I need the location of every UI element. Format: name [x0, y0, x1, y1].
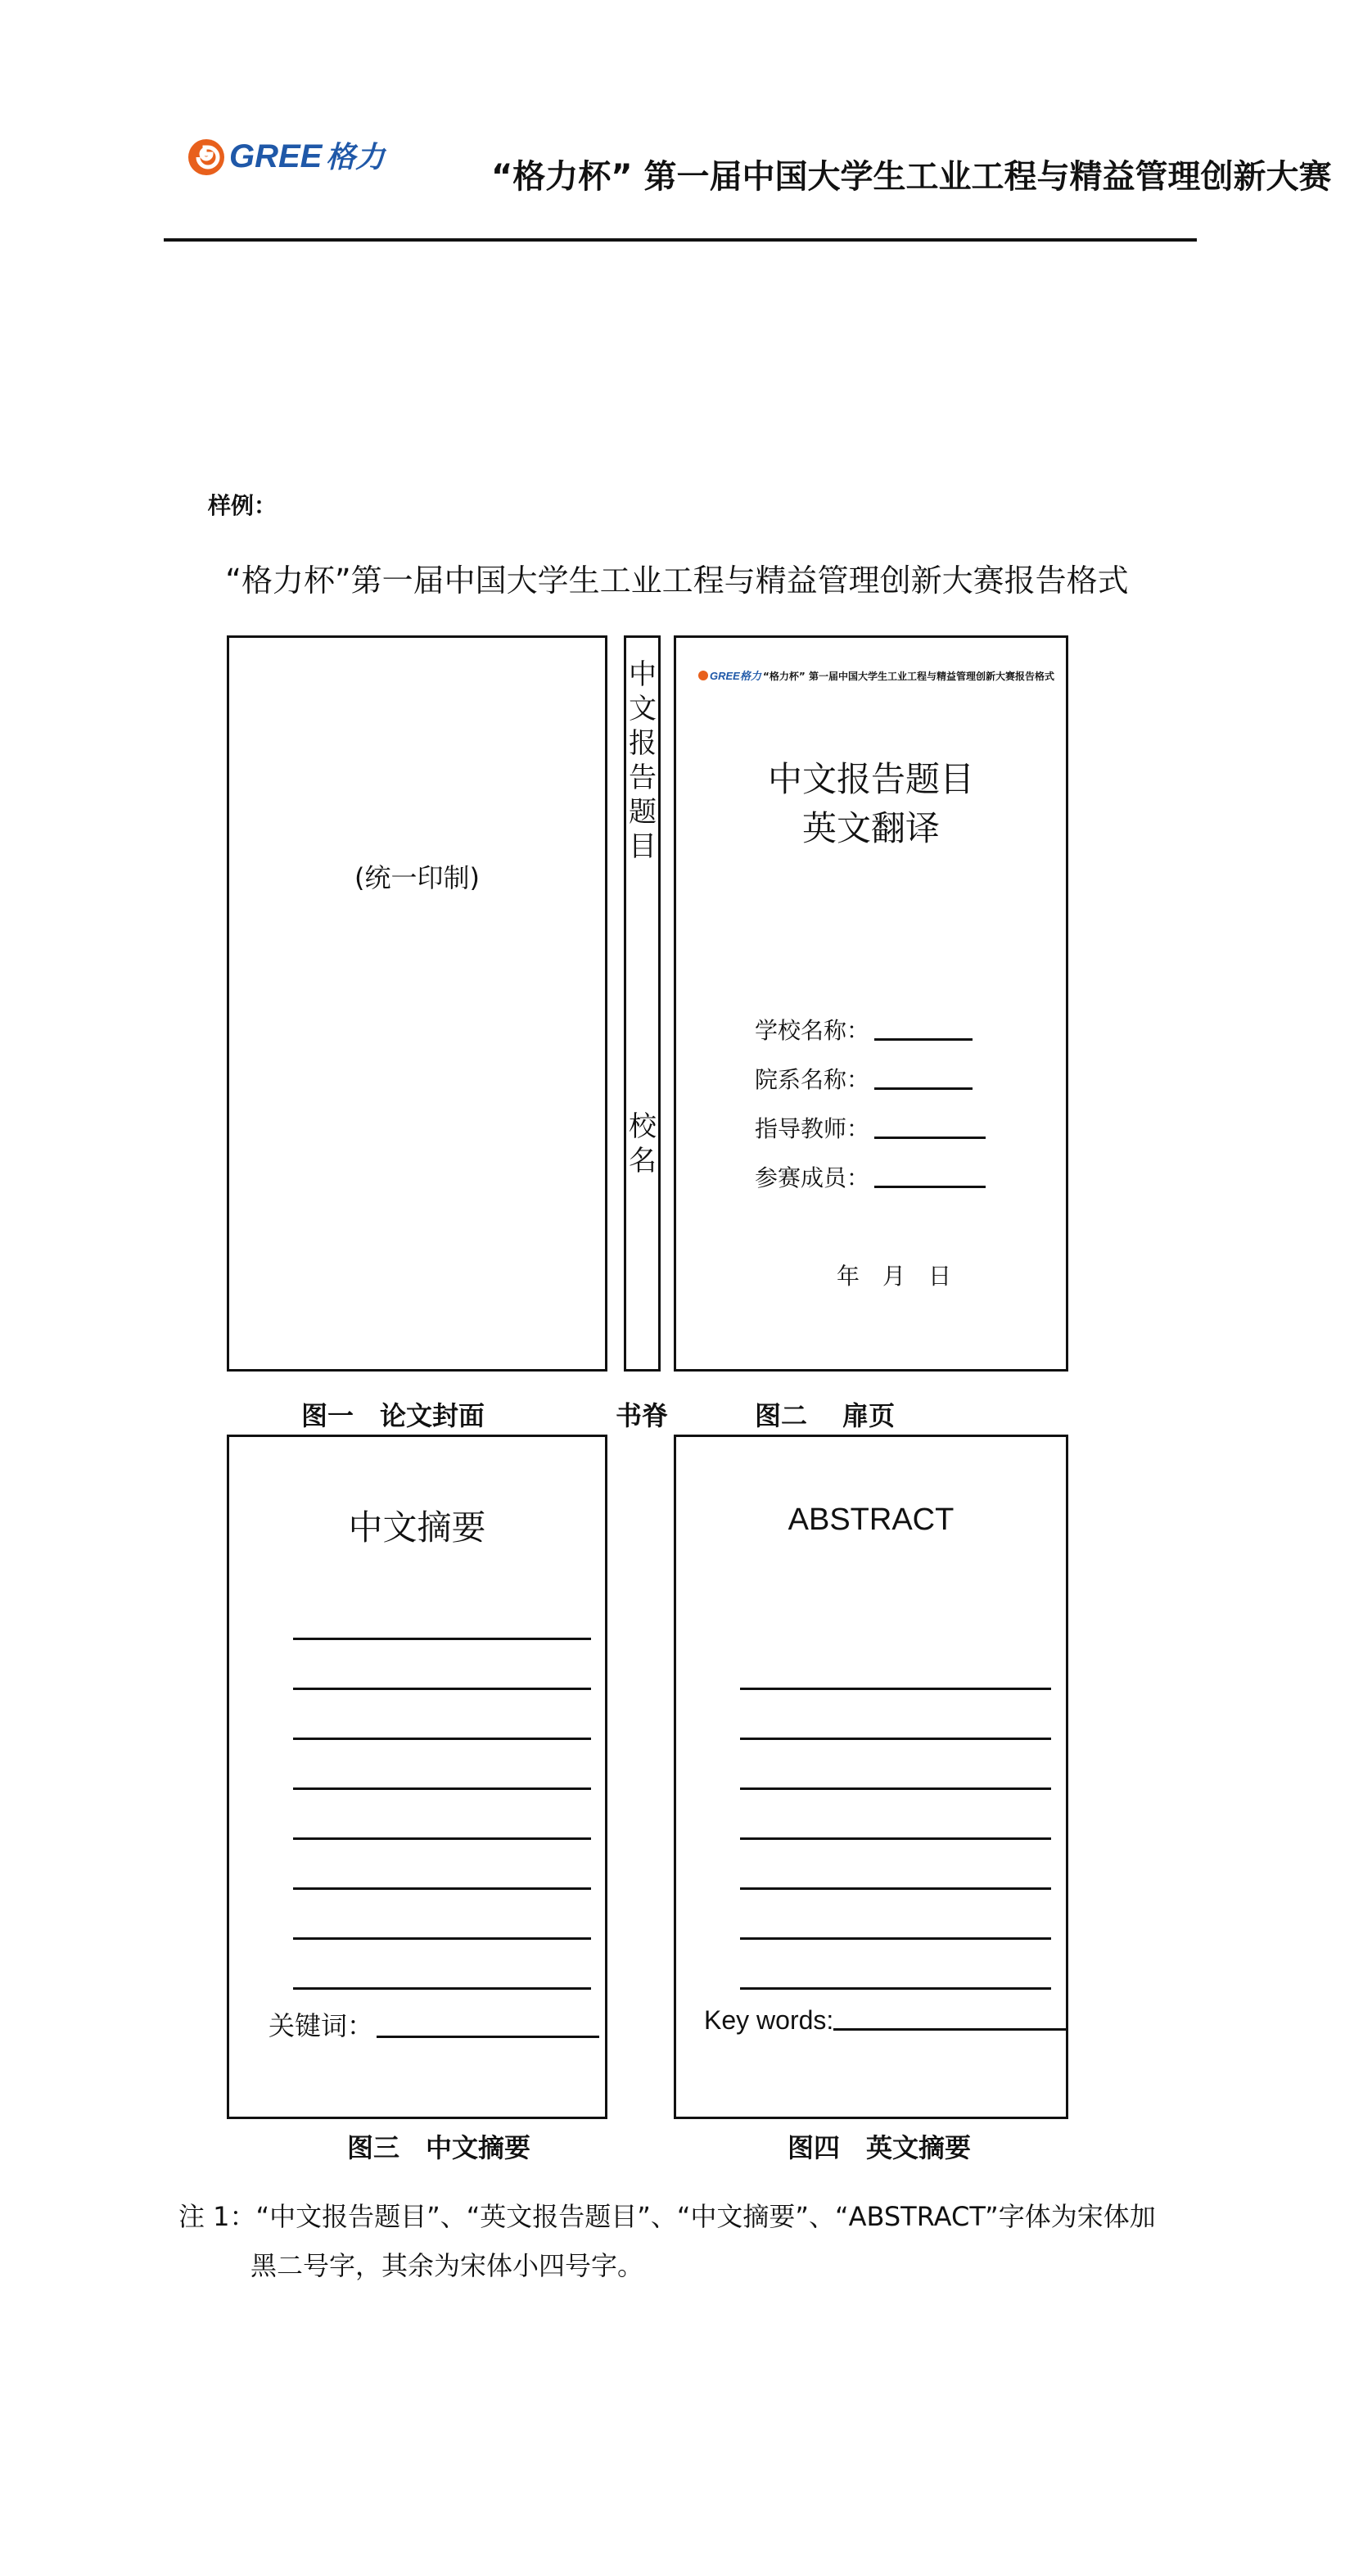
text-line	[740, 1688, 1051, 1690]
text-line	[293, 1937, 591, 1940]
svg-text:GREE: GREE	[229, 138, 323, 174]
spine-char: 目	[629, 830, 657, 863]
text-line	[740, 1738, 1051, 1740]
note-line-1: 注 1：“中文报告题目”、“英文报告题目”、“中文摘要”、“ABSTRACT”字体为宋体加	[178, 2201, 1156, 2232]
mini-header	[697, 667, 1054, 684]
field-members	[755, 1160, 986, 1193]
cn-keywords-label: 关键词：	[269, 2010, 374, 2041]
en-keywords-label: Key words:	[704, 2005, 834, 2035]
field-advisor	[755, 1111, 986, 1144]
field-label: 参赛成员：	[755, 1164, 870, 1191]
format-title: “格力杯”第一届中国大学生工业工程与精益管理创新大赛报告格式	[225, 563, 1129, 599]
text-line	[293, 1987, 591, 1990]
text-line	[740, 1837, 1051, 1840]
mini-gree-logo	[697, 667, 761, 684]
spine-caption: 书脊	[616, 1400, 669, 1431]
text-line	[293, 1837, 591, 1840]
cover-box	[227, 635, 607, 1372]
text-line	[740, 1787, 1051, 1790]
text-line	[740, 1887, 1051, 1890]
spine-char: 文	[629, 693, 657, 725]
keywords-blank	[377, 2036, 599, 2038]
keywords-blank	[833, 2028, 1067, 2031]
field-blank	[874, 1186, 986, 1188]
text-line	[740, 1987, 1051, 1990]
cover-caption: 图一 论文封面	[301, 1400, 485, 1431]
spine-char: 报	[629, 727, 657, 760]
en-abstract-title: ABSTRACT	[788, 1503, 955, 1537]
field-label: 院系名称：	[755, 1066, 870, 1093]
spine-char: 告	[629, 762, 657, 794]
cover-text: (统一印制)	[354, 862, 480, 893]
field-blank	[874, 1038, 973, 1041]
title-page-box	[674, 635, 1068, 1372]
cn-abstract-caption: 图三 中文摘要	[347, 2132, 531, 2163]
text-line	[293, 1738, 591, 1740]
text-line	[740, 1937, 1051, 1940]
note-line-2: 黑二号字，其余为宋体小四号字。	[250, 2250, 644, 2281]
gree-logo	[187, 131, 391, 180]
text-line	[293, 1638, 591, 1640]
svg-text:格力: 格力	[326, 141, 386, 174]
field-department	[755, 1062, 973, 1095]
text-line	[293, 1887, 591, 1890]
en-abstract-caption: 图四 英文摘要	[788, 2132, 972, 2163]
report-title-en: 英文翻译	[801, 808, 940, 848]
gree-logo-mark	[187, 131, 391, 180]
text-line	[293, 1688, 591, 1690]
report-title-cn: 中文报告题目	[767, 759, 974, 799]
field-school	[755, 1013, 973, 1046]
en-abstract-box	[674, 1435, 1068, 2119]
cn-keywords-row	[269, 2005, 599, 2043]
field-blank	[874, 1087, 973, 1090]
spine-char: 校	[629, 1110, 657, 1143]
spine-top-text	[628, 658, 657, 864]
field-label: 学校名称：	[755, 1017, 870, 1044]
spine-box	[624, 635, 661, 1372]
field-blank	[874, 1137, 986, 1139]
field-label: 指导教师：	[755, 1115, 870, 1142]
spine-char: 中	[629, 658, 657, 691]
date-line: 年 月 日	[837, 1263, 952, 1290]
svg-text:GREE格力: GREE格力	[710, 670, 761, 682]
text-line	[293, 1787, 591, 1790]
title-page-caption: 图二 扉页	[755, 1400, 896, 1431]
cn-abstract-title: 中文摘要	[348, 1507, 486, 1548]
mini-header-title: “格力杯” 第一届中国大学生工业工程与精益管理创新大赛报告格式	[763, 670, 1054, 682]
spine-bottom-text	[628, 1109, 657, 1178]
en-keywords-row	[704, 2005, 1067, 2036]
spine-char: 名	[629, 1145, 657, 1177]
header-title: “格力杯” 第一届中国大学生工业工程与精益管理创新大赛	[491, 158, 1332, 196]
header-divider	[164, 238, 1197, 242]
spine-char: 题	[629, 796, 657, 829]
cn-abstract-box	[227, 1435, 607, 2119]
sample-label: 样例：	[208, 492, 278, 519]
